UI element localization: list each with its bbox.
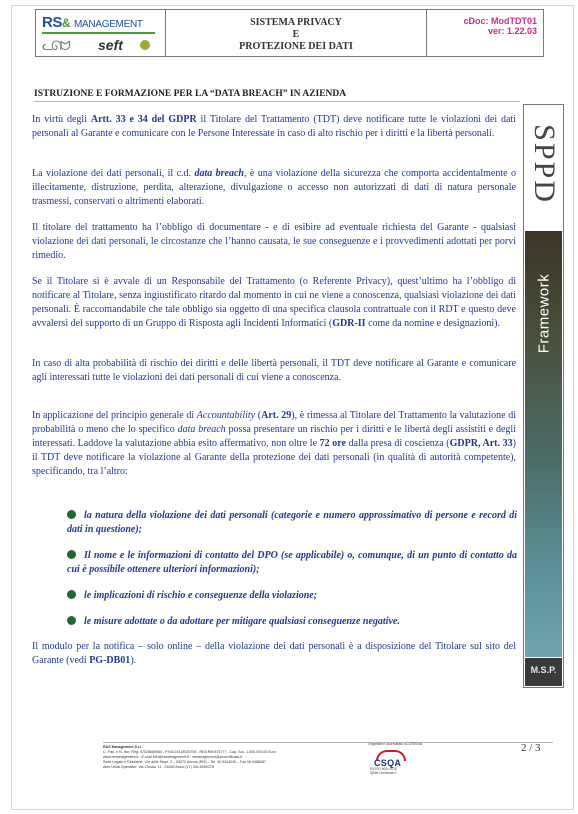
cert-name: CSQA: [374, 758, 402, 768]
footer-line: www.rsmanagement.it - E-mail info@rsmanagement.it - rsmanagement@pecertificata.it: [103, 755, 242, 759]
framework-label: Framework: [535, 273, 553, 354]
list-item: Il nome e le informazioni di contatto del DPO (se applicabile) o, comunque, di un punto di contatto da cui è possibile ottenere ulteriori informazioni);: [67, 550, 517, 575]
logo-divider: [42, 32, 155, 34]
footer-line: Sede Legale e Direzione: V.le delle Stepi, 2 – 00072 Ariccia (RM) – Tel. 06.9344040 – Fax 06.9488287: [103, 760, 267, 764]
bullet-icon: [67, 510, 76, 519]
doc-version: ver: 1.22.03: [487, 26, 537, 36]
paragraph-6: In applicazione del principio generale di Accountability (Art. 29), è rimessa al Titolare del Trattamento la valutazione di probabilità o meno che lo specifico data breach possa presentare un rischio per i diritti e le libertà degli assistiti e degli interessati. Laddove la valutazione abbia esito affermativo, non oltre le 72 ore dalla presa di coscienza (GDPR, Art. 33) il TDT deve notificare la violazione al Garante della protezione dei dati personali (in qualità di autorità competente), specificando, tra l’altro:: [32, 410, 516, 477]
framework-banner: [525, 231, 562, 657]
csqa-logo: [370, 750, 410, 775]
paragraph-1: In virtù degli Artt. 33 e 34 del GDPR il Titolare del Trattamento (TDT) deve notificare tutte le violazioni dei dati personali al Garante e comunicare con le Persone Interessate in caso di alto rischio per i diritti e la libertà personali.: [32, 114, 516, 139]
page-number: 2 / 3: [521, 742, 541, 754]
msp-badge: M.S.P.: [525, 658, 562, 686]
header-title-line1: SISTEMA PRIVACY: [250, 17, 342, 28]
cert-details: EN ISO 9001:2015 IQNet Certificate n°: [370, 767, 398, 775]
footer-company-info: [103, 745, 343, 770]
section-title: ISTRUZIONE E FORMAZIONE PER LA “DATA BREACH” IN AZIENDA: [34, 89, 347, 99]
bullet-icon: [67, 550, 76, 559]
bullet-icon: [67, 590, 76, 599]
footer-divider: [103, 742, 553, 743]
header-title: [166, 10, 427, 56]
company-logo: [36, 10, 166, 56]
swirl-icon: ᓚᘏᗢ: [42, 38, 69, 53]
logo-rs: RS&: [42, 14, 71, 31]
list-item: la natura della violazione dei dati personali (categorie e numero approssimativo di persone e record di dati in questione);: [67, 510, 517, 535]
footer-line: Altre Unità Operative: Via Chiusa, 11 - 04040 Anzio (LT) 334-6069378: [103, 765, 214, 769]
paragraph-4: Se il Titolare si è avvale di un Responsabile del Trattamento (o Referente Privacy), quest’ultimo ha l’obbligo di notificare al Titolare, senza ingiustificato ritardo dal momento in cui ne viene a conoscenza, qualsiasi violazione dei dati personali. È raccomandabile che tale obbligo sia oggetto di una specifica clausola contrattuale con il RDT e questo deve avvalersi del supporto di un Gruppo di Risposta agli Incidenti Informatici (GDR-II come da nomine e designazioni).: [32, 276, 516, 329]
logo-management: MANAGEMENT: [74, 19, 143, 30]
paragraph-5: In caso di alta probabilità di rischio dei diritti e delle libertà personali, il TDT deve notificare al Garante e comunicare agli interessati tutte le violazioni dei dati personali di cui viene a conoscenza.: [32, 358, 516, 383]
bullet-icon: [67, 616, 76, 625]
section-divider: [34, 101, 520, 102]
paragraph-7: Il modulo per la notifica – solo online – della violazione dei dati personali è a disposizione del Titolare sul sito del Garante (vedi PG-DB01).: [32, 641, 516, 666]
side-band: [523, 104, 564, 688]
header-title-line3: PROTEZIONE DEI DATI: [239, 41, 353, 52]
cert-header: Organismo accreditato ACCREDIA: [368, 742, 423, 746]
header-title-line2: E: [292, 29, 300, 40]
document-code: [427, 10, 543, 56]
paragraph-2: La violazione dei dati personali, il c.d. data breach, è una violazione della sicurezza che comporta accidentalmente o illecitamente, distruzione, perdita, alterazione, divulgazione o accesso non autorizzati di dati di natura personale trasmessi, conservati o altrimenti elaborati.: [32, 168, 516, 207]
logo-seft: seft: [98, 37, 123, 53]
paragraph-3: Il titolare del trattamento ha l’obbligo di documentare - e di esibire ad eventuale richiesta del Garante - qualsiasi violazione dei dati personali, le circostanze che l’hanno causata, le sue conseguenze e i provvedimenti adottati per porvi rimedio.: [32, 222, 516, 261]
doc-code: cDoc: ModTDT01: [463, 16, 537, 26]
band-title: SPPD: [528, 124, 561, 204]
list-item: le misure adottate o da adottare per mitigare qualsiasi conseguenze negative.: [67, 615, 517, 629]
list-item: le implicazioni di rischio e conseguenze della violazione;: [67, 589, 517, 603]
footer-company: R&S Management S.r.l.: [103, 745, 143, 749]
document-header: [35, 9, 544, 57]
footer-line: C. Fisc. e N. Iscr. Reg. 07026660584 - P.IVA 01418020704 - REA RM 875777 - Cap. Soc. 1.600.000,00 Euro: [103, 750, 276, 754]
logo-dot-icon: [140, 40, 150, 50]
